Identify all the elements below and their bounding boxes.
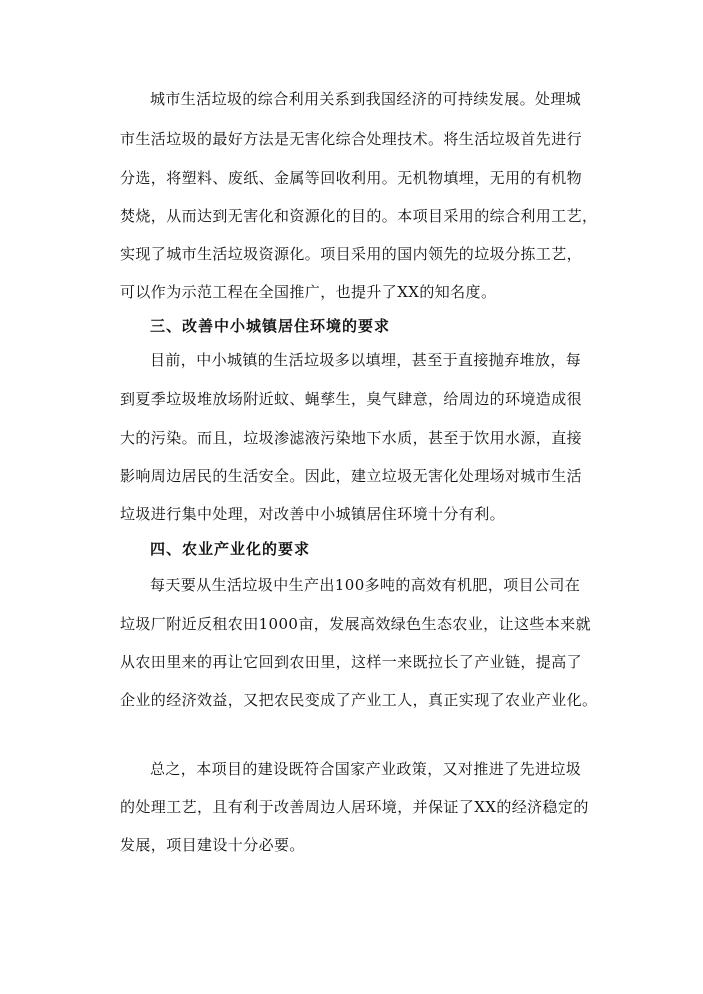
section-heading: 三、改善中小城镇居住环境的要求: [150, 317, 391, 335]
paragraph-line: 分选，将塑料、废纸、金属等回收利用。无机物填埋，无用的有机物: [120, 169, 583, 187]
paragraph-line: 可以作为示范工程在全国推广，也提升了XX的知名度。: [120, 283, 497, 301]
paragraph-line: 市生活垃圾的最好方法是无害化综合处理技术。将生活垃圾首先进行: [120, 130, 583, 148]
paragraph-line: 垃圾厂附近反租农田1000亩，发展高效绿色生态农业，让这些本来就: [120, 615, 591, 633]
paragraph-line: 目前，中小城镇的生活垃圾多以填埋，甚至于直接抛弃堆放，每: [150, 351, 582, 369]
paragraph-line: 每天要从生活垃圾中生产出100多吨的高效有机肥，项目公司在: [150, 576, 581, 594]
section-heading: 四、农业产业化的要求: [150, 540, 311, 558]
paragraph-line: 影响周边居民的生活安全。因此，建立垃圾无害化处理场对城市生活: [120, 467, 583, 485]
paragraph-line: 总之，本项目的建设既符合国家产业政策，又对推进了先进垃圾: [150, 760, 582, 778]
paragraph-line: 大的污染。而且，垃圾渗滤液污染地下水质，甚至于饮用水源，直接: [120, 429, 583, 447]
paragraph-line: 到夏季垃圾堆放场附近蚊、蝇孳生，臭气肆意，给周边的环境造成很: [120, 390, 583, 408]
paragraph-line: 的处理工艺，且有利于改善周边人居环境，并保证了XX的经济稳定的: [120, 798, 589, 816]
paragraph-line: 实现了城市生活垃圾资源化。项目采用的国内领先的垃圾分拣工艺，: [120, 245, 583, 263]
paragraph-line: 发展，项目建设十分必要。: [120, 836, 305, 854]
paragraph-line: 焚烧，从而达到无害化和资源化的目的。本项目采用的综合利用工艺，: [120, 207, 598, 225]
paragraph-line: 垃圾进行集中处理，对改善中小城镇居住环境十分有利。: [120, 505, 506, 523]
paragraph-line: 企业的经济效益，又把农民变成了产业工人，真正实现了农业产业化。: [120, 691, 598, 709]
paragraph-line: 从农田里来的再让它回到农田里，这样一来既拉长了产业链，提高了: [120, 653, 583, 671]
paragraph-line: 城市生活垃圾的综合利用关系到我国经济的可持续发展。处理城: [150, 90, 582, 108]
